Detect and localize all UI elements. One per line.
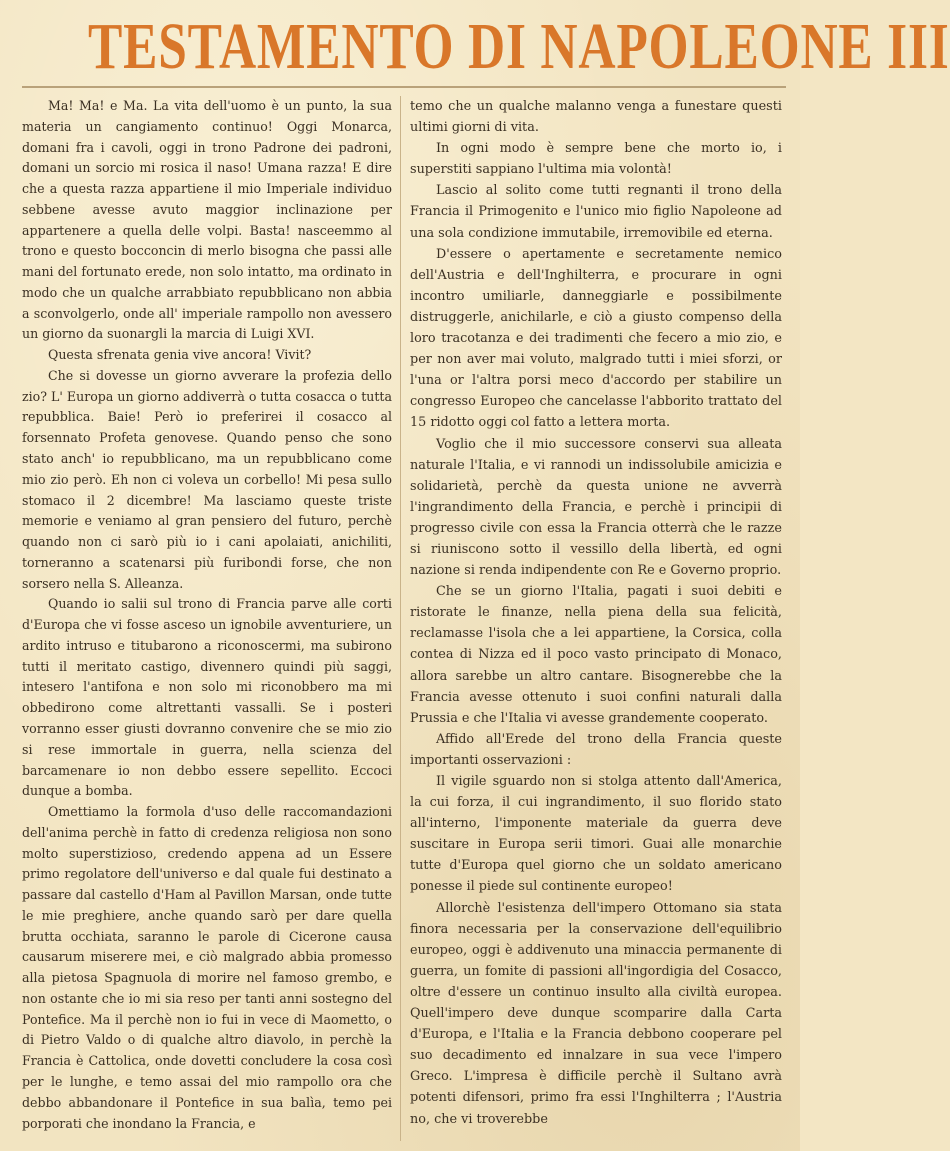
right-paragraph: Allorchè l'esistenza dell'impero Ottomano sia stata finora necessaria per la conservazione dell'equilibrio europeo, oggi è addivenuto una minaccia permanente di guerra, un fomite di passioni all'ingordigia del Cosacco, oltre d'essere un continuo insulto alla civiltà europea. Quell'impero deve dunque scomparire dalla Carta d'Europa, e l'Italia e la Francia debbono cooperare pel suo decadimento ed innalzare in sua vece l'impero Greco. L'impresa è difficile perchè il Sultano avrà potenti difensori, primo fra essi l'Inghilterra ; l'Austria no, che vi troverebbe bbox=[410, 900, 782, 1127]
right-paragraph: In ogni modo è sempre bene che morto io, i superstiti sappiano l'ultima mia volontà! bbox=[410, 141, 782, 178]
left-paragraph: Ma! Ma! e Ma. La vita dell'uomo è un punto, la sua materia un cangiamento continuo! Oggi Monarca, domani fra i cavoli, oggi in trono Padrone dei padroni, domani un sorcio mi rosica il naso! Umana razza! E dire che a questa razza appartiene il mio Imperiale individuo sebbene avesse avuto maggior inclinazione per appartenere a quella delle volpi. Basta! nasceemmo al trono e questo bocconcin di merlo bisogna che passi alle mani del fortunato erede, non solo intatto, ma ordinato in modo che un qualche arrabbiato repubblicano non abbia a sconvolgerlo, onde all' imperiale rampollo non avessero un giorno da suonargli la marcia di Luigi XVI. bbox=[22, 98, 392, 342]
left-paragraph: Quando io salii sul trono di Francia parve alle corti d'Europa che vi fosse asceso un ignobile avventuriere, un ardito intruso e titubarono a riconoscermi, ma subirono tutti il meritato castigo, divennero quindi più saggi, intesero l'antifona e non solo mi riconobbero ma mi obbedirono come altrettanti vassalli. Se i posteri vorranno esser giusti dovranno convenire che se mio zio si rese immortale in guerra, nella scienza del barcamenare io non debbo essere sepellito. Eccoci dunque a bomba. bbox=[22, 596, 392, 799]
page-title: TESTAMENTO DI NAPOLEONE III bbox=[88, 10, 950, 83]
right-paragraph: temo che un qualche malanno venga a funestare questi ultimi giorni di vita. bbox=[410, 99, 782, 136]
left-paragraph: Questa sfrenata genia vive ancora! Vivit? bbox=[48, 347, 312, 363]
left-paragraph: Omettiamo la formola d'uso delle raccomandazioni dell'anima perchè in fatto di credenza religiosa non sono molto superstizioso, credendo appena ad un Essere primo regolatore dell'universo e dal quale fui destinato a passare dal castello d'Ham al Pavillon Marsan, onde tutte le mie preghiere, anche quando sarò per dare quella brutta occhiata, saranno le parole di Cicerone causa causarum miserere mei, e ciò malgrado abbia promesso alla pietosa Spagnuola di morire nel famoso grembo, e non ostante che io mi sia reso per tanti anni sostegno del Pontefice. Ma il perchè non io fui in vece di Maometto, o di Pietro Valdo o di qualche altro diavolo, in perchè la Francia è Cattolica, onde dovetti concludere la cosa così per le lunghe, e temo assai del mio rampollo ora che debbo abbandonare il Pontefice in sua balìa, temo pei porporati che inondano la Francia, e bbox=[22, 804, 392, 1131]
right-paragraph: Lascio al solito come tutti regnanti il trono della Francia il Primogenito e l'unico mio figlio Napoleone ad una sola condizione immutabile, irremovibile ed eterna. bbox=[410, 183, 782, 241]
right-paragraph: Il vigile sguardo non si stolga attento dall'America, la cui forza, il cui ingrandimento, il suo florido stato all'interno, l'imponente materiale da guerra deve suscitare in Europa serii timori. Guai alle monarchie tutte d'Europa quel giorno che un soldato americano ponesse il piede sul continente europeo! bbox=[410, 774, 782, 895]
left-paragraph: Che si dovesse un giorno avverare la profezia dello zio? L' Europa un giorno addiverrà o tutta cosacca o tutta repubblica. Baie! Però io preferirei il cosacco al forsennato Profeta genovese. Quando penso che sono stato anch' io repubblicano, ma un repubblicano come mio zio però. Eh non ci voleva un corbello! Mi pesa sullo stomaco il 2 dicembre! Ma lasciamo queste triste memorie e veniamo al gran pensiero del futuro, perchè quando non ci sarò più io i cani apolaiati, anichiliti, torneranno a scatenarsi più furibondi forse, che non sorsero nella S. Alleanza. bbox=[22, 367, 392, 591]
right-paragraph: D'essere o apertamente e secretamente nemico dell'Austria e dell'Inghilterra, e procurare in ogni incontro umiliarle, danneggiarle e possibilmente distruggerle, anichilarle, e ciò a giusto compenso della loro tracotanza e dei tradimenti che fecero a mio zio, e per non aver mai voluto, malgrado tutti i miei sforzi, or l'una or l'altra porsi meco d'accordo per stabilire un congresso Europeo che cancelasse l'abborito trattato del 15 ridotto oggi col fatto a lettera morta. bbox=[410, 246, 782, 431]
left-column bbox=[22, 96, 392, 1134]
title-rule bbox=[22, 86, 786, 88]
right-column bbox=[410, 96, 782, 1130]
right-paragraph: Voglio che il mio successore conservi sua alleata naturale l'Italia, e vi rannodi un indissolubile amicizia e solidarietà, perchè da questa unione ne avverrà l'ingrandimento della Francia, e perchè i principii di progresso civile con essa la Francia otterrà che le razze si riuniscono sotto il vessillo della libertà, ed ogni nazione si renda indipendente con Re e Governo proprio. bbox=[410, 436, 782, 579]
column-divider bbox=[400, 96, 401, 1141]
right-paragraph: Affido all'Erede del trono della Francia queste importanti osservazioni : bbox=[410, 731, 782, 768]
right-paragraph: Che se un giorno l'Italia, pagati i suoi debiti e ristorate le finanze, nella piena della sua felicità, reclamasse l'isola che a lei appartiene, la Corsica, colla contea di Nizza ed il poco vasto principato di Monaco, allora sarebbe un altro cantare. Bisognerebbe che la Francia avesse ottenuto i suoi confini naturali dalla Prussia e che l'Italia vi avesse grandemente cooperato. bbox=[410, 584, 782, 726]
